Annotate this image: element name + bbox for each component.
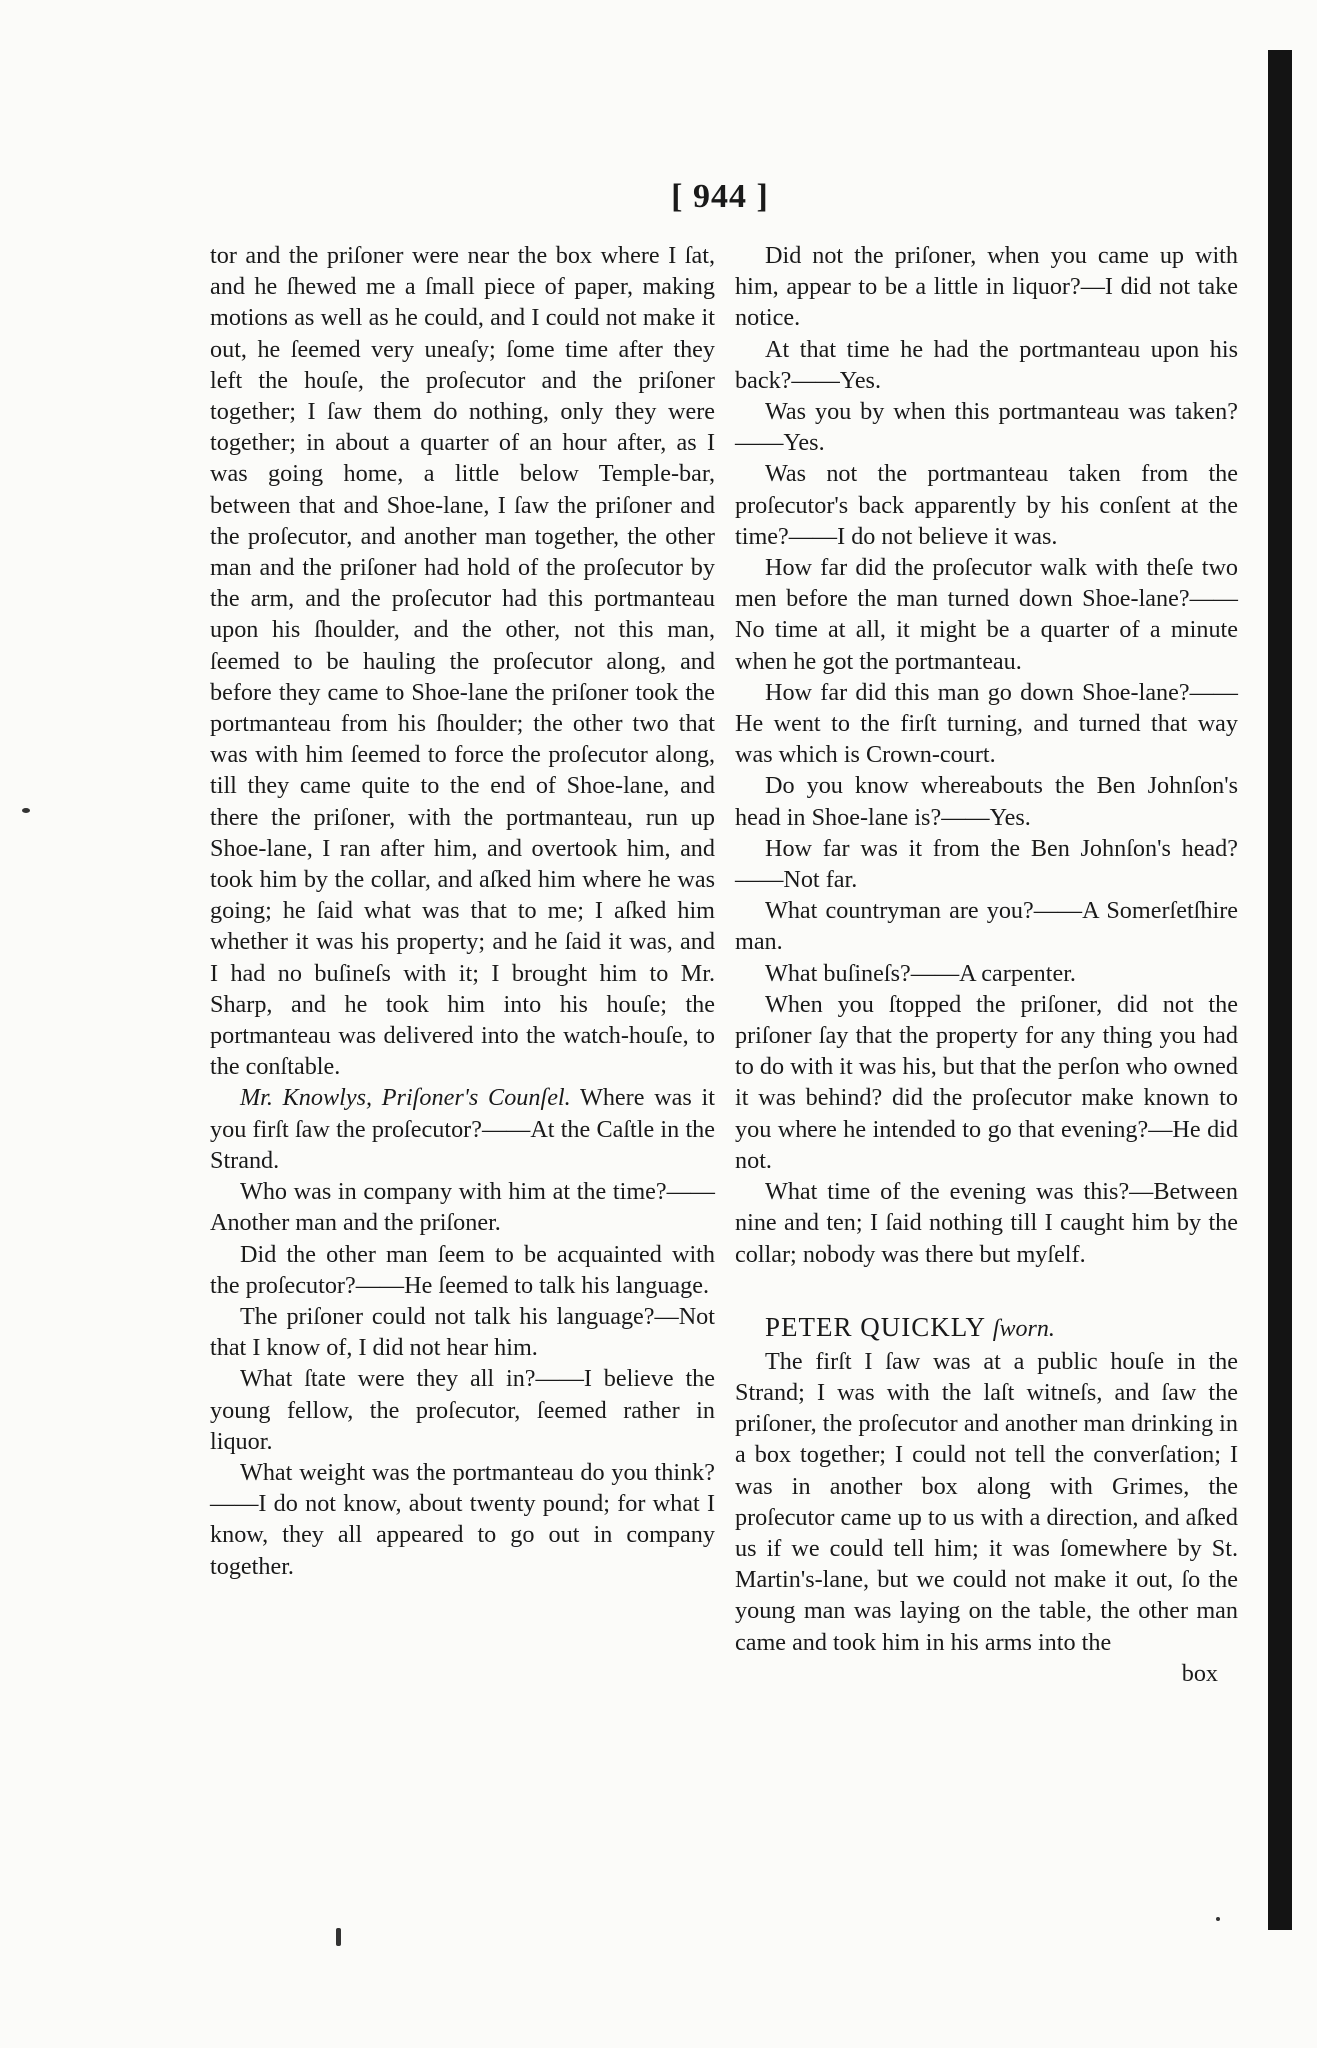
speaker-label: Mr. Knowlys, Priſoner's Counſel. (240, 1084, 571, 1112)
paragraph (210, 1082, 715, 1176)
paragraph: What ſtate were they all in?——I believe the young fellow, the proſecutor, ſeemed rather in liquor. (210, 1365, 715, 1455)
catchword: box (1181, 1659, 1218, 1687)
paragraph: What countryman are you?——A Somerſetſhire man. (735, 897, 1238, 956)
ink-speck (22, 808, 30, 813)
paragraph: The priſoner could not talk his language?—Not that I know of, I did not hear him. (210, 1302, 715, 1362)
paragraph: Did the other man ſeem to be acquainted with the proſecutor?——He ſeemed to talk his language. (210, 1240, 715, 1299)
ink-speck (336, 1928, 341, 1946)
paragraph: How far was it from the Ben Johnſon's head?——Not far. (735, 834, 1238, 894)
paragraph: What time of the evening was this?—Between nine and ten; I ſaid nothing till I caught him by the collar; nobody was there but myſelf. (735, 1178, 1238, 1268)
witness-name: PETER QUICKLY (765, 1311, 986, 1342)
paragraph: The firſt I ſaw was at a public houſe in the Strand; I was with the laſt witneſs, and ſaw the priſoner, the proſecutor and another man drinking in a box together; I could not tell the converſation; I was in another box along with Grimes, the proſecutor came up to us with a direction, and aſked us if we could tell him; it was ſomewhere by St. Martin's-lane, but we could not make it out, ſo the young man was laying on the table, the other man came and took him in his arms into the (735, 1347, 1238, 1656)
witness-heading (735, 1310, 1238, 1346)
page-number: [ 944 ] (671, 178, 769, 215)
paragraph: Who was in company with him at the time?——Another man and the priſoner. (210, 1178, 715, 1237)
paragraph: Was you by when this portmanteau was taken?——Yes. (735, 398, 1238, 457)
paragraph: At that time he had the portmanteau upon his back?——Yes. (735, 335, 1238, 394)
paragraph: How far did this man go down Shoe-lane?——He went to the firſt turning, and turned that way was which is Crown-court. (735, 678, 1238, 769)
paragraph: What weight was the portmanteau do you think?——I do not know, about twenty pound; for what I know, they all appeared to go out in company together. (210, 1458, 715, 1580)
right-column (735, 240, 1238, 1689)
paragraph: What buſineſs?——A carpenter. (765, 959, 1076, 987)
sworn-label: ſworn. (992, 1315, 1055, 1342)
paragraph: Was not the portmanteau taken from the proſecutor's back apparently by his conſent at the time?——I do not believe it was. (735, 460, 1238, 550)
ink-speck (1216, 1917, 1220, 1921)
paragraph: Did not the priſoner, when you came up with him, appear to be a little in liquor?—I did not take notice. (735, 242, 1238, 332)
paragraph: When you ſtopped the priſoner, did not the priſoner ſay that the property for any thing you had to do with it was his, but that the perſon who owned it was behind? did the proſecutor make known to you where he intended to go that evening?—He did not. (735, 990, 1238, 1174)
paragraph-text: Where was it you firſt ſaw the proſecutor?——At the Caſtle in the Strand. (210, 1084, 715, 1174)
binding-gutter-shadow (1268, 50, 1292, 1930)
left-column (210, 240, 715, 1582)
paragraph: Do you know whereabouts the Ben Johnſon's head in Shoe-lane is?——Yes. (735, 772, 1238, 831)
paragraph: How far did the proſecutor walk with theſe two men before the man turned down Shoe-lane?——No time at all, it might be a quarter of a minute when he got the portmanteau. (735, 554, 1238, 675)
paragraph: tor and the priſoner were near the box where I ſat, and he ſhewed me a ſmall piece of paper, making motions as well as he could, and I could not make it out, he ſeemed very uneaſy; ſome time after they left the houſe, the proſecutor and the priſoner together; I ſaw them do nothing, only they were together; in about a quarter of an hour after, as I was going home, a little below Temple-bar, between that and Shoe-lane, I ſaw the priſoner and the proſecutor, and another man together, the other man and the priſoner had hold of the proſecutor by the arm, and the proſecutor had this portmanteau upon his ſhoulder, and the other, not this man, ſeemed to be hauling the proſecutor along, and before they came to Shoe-lane the priſoner took the portmanteau from his ſhoulder; the other two that was with him ſeemed to force the proſecutor along, till they came quite to the end of Shoe-lane, and there the priſoner, with the portmanteau, run up Shoe-lane, I ran after him, and overtook him, and took him by the collar, and aſked him where he was going; he ſaid what was that to me; I aſked him whether it was his property; and he ſaid it was, and I had no buſineſs with it; I brought him to Mr. Sharp, and he took him into his houſe; the portmanteau was delivered into the watch-houſe, to the conſtable. (210, 242, 715, 1081)
